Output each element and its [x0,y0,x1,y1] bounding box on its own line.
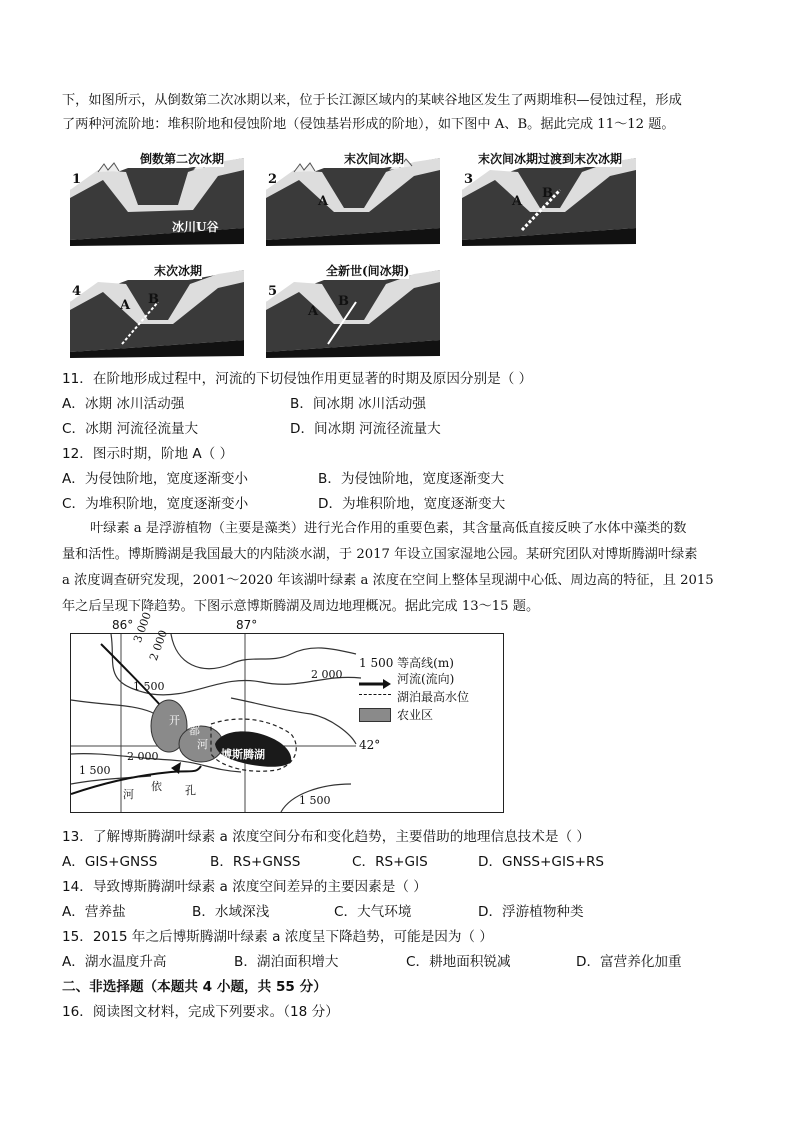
q11-option-d[interactable]: D．间冰期 河流径流量大 [290,421,441,437]
river-char: 孔 [185,784,196,797]
river-char: 都 [189,724,200,737]
legend-contour: 1 500 等高线(m) [359,656,454,670]
intro-line-2: 了两种河流阶地：堆积阶地和侵蚀阶地（侵蚀基岩形成的阶地），如下图中 A、B。据此完成 11～12 题。 [62,117,675,132]
panel-title: 倒数第二次冰期 [140,152,225,166]
longitude-86-label: 86° [112,618,134,632]
section-2-heading: 二、非选择题（本题共 4 小题，共 55 分） [62,979,327,995]
q13-option-b[interactable]: B．RS+GNSS [210,854,301,870]
lake-name: 博斯腾湖 [221,748,265,761]
river-char: 依 [151,780,162,793]
glacier-valley-label: 冰川U谷 [172,220,219,234]
contour-label: 2 000 [127,750,159,763]
contour-label: 1 500 [299,794,331,807]
q15-option-b[interactable]: B．湖泊面积增大 [234,954,339,970]
latitude-42-label: 42° [359,738,381,752]
panel-title: 全新世(间冰期) [326,264,410,278]
q14-stem: 14．导致博斯腾湖叶绿素 a 浓度空间差异的主要因素是（ ） [62,879,427,895]
terrace-panel-2 [264,150,442,246]
q12-option-a[interactable]: A．为侵蚀阶地，宽度逐渐变小 [62,471,249,487]
river-char: 河 [123,788,134,801]
q13-option-c[interactable]: C．RS+GIS [352,854,428,870]
contour-label: 3 000 [131,610,154,645]
contour-label: 2 000 [147,628,170,663]
terrace-panel-1 [68,150,246,246]
panel-number: 3 [464,172,474,187]
q14-option-c[interactable]: C．大气环境 [334,904,412,920]
panel-title: 末次冰期 [154,264,203,278]
contour-label: 1 500 [79,764,111,777]
legend-river: 河流(流向) [397,672,455,686]
terrace-panel-3 [460,150,638,246]
terrace-b-label: B [542,186,553,201]
terrace-b-label: B [148,292,159,307]
terrace-panel-5 [264,262,442,358]
panel-title: 末次间冰期 [344,152,405,166]
q15-stem: 15．2015 年之后博斯腾湖叶绿素 a 浓度呈下降趋势，可能是因为（ ） [62,929,493,945]
passage2-line-4: 年之后呈现下降趋势。下图示意博斯腾湖及周边地理概况。据此完成 13～15 题。 [62,599,540,614]
panel-number: 1 [72,172,82,187]
panel-number: 2 [268,172,278,187]
q14-option-a[interactable]: A．营养盐 [62,904,126,920]
terrace-b-label: B [338,294,349,309]
q12-option-b[interactable]: B．为侵蚀阶地，宽度逐渐变大 [318,471,505,487]
q13-option-d[interactable]: D．GNSS+GIS+RS [478,854,605,870]
terrace-a-label: A [512,194,523,209]
contour-label: 2 000 [311,668,343,681]
q11-option-a[interactable]: A．冰期 冰川活动强 [62,396,185,412]
q12-option-d[interactable]: D．为堆积阶地，宽度逐渐变大 [318,496,506,512]
legend-highwater: 湖泊最高水位 [397,690,470,704]
q11-option-b[interactable]: B．间冰期 冰川活动强 [290,396,426,412]
q14-option-b[interactable]: B．水域深浅 [192,904,270,920]
panel-number: 5 [268,284,278,299]
intro-line-1: 下，如图所示，从倒数第二次冰期以来，位于长江源区域内的某峡谷地区发生了两期堆积—侵蚀过程，形成 [62,93,682,108]
panel-number: 4 [72,284,82,299]
passage2-line-1: 叶绿素 a 是浮游植物（主要是藻类）进行光合作用的重要色素，其含量高低直接反映了水体中藻类的数 [90,521,687,536]
contour-label: 1 500 [133,680,165,693]
q14-option-d[interactable]: D．浮游植物种类 [478,904,584,920]
q16-stem: 16．阅读图文材料，完成下列要求。（18 分） [62,1004,339,1020]
terrace-a-label: A [308,304,319,319]
longitude-87-label: 87° [236,618,258,632]
q12-stem: 12．图示时期，阶地 A（ ） [62,446,234,462]
river-char: 开 [169,714,180,727]
q15-option-a[interactable]: A．湖水温度升高 [62,954,167,970]
legend-farm: 农业区 [397,708,434,722]
terrace-a-label: A [120,298,131,313]
passage2-line-3: a 浓度调查研究发现，2001～2020 年该湖叶绿素 a 浓度在空间上整体呈现湖中心低、周边高的特征，且 2015 [62,573,714,588]
q13-option-a[interactable]: A．GIS+GNSS [62,854,158,870]
q11-stem: 11．在阶地形成过程中，河流的下切侵蚀作用更显著的时期及原因分别是（ ） [62,371,533,387]
map-legend [359,654,499,734]
q15-option-c[interactable]: C．耕地面积锐减 [406,954,511,970]
q13-stem: 13．了解博斯腾湖叶绿素 a 浓度空间分布和变化趋势，主要借助的地理信息技术是（ ） [62,829,590,845]
q11-option-c[interactable]: C．冰期 河流径流量大 [62,421,199,437]
q15-option-d[interactable]: D．富营养化加重 [576,954,682,970]
terrace-panel-4 [68,262,246,358]
river-char: 河 [197,738,208,751]
passage2-line-2: 量和活性。博斯腾湖是我国最大的内陆淡水湖，于 2017 年设立国家湿地公园。某研究团队对博斯腾湖叶绿素 [62,547,698,562]
panel-title: 末次间冰期过渡到末次冰期 [478,152,623,166]
terrace-a-label: A [318,194,329,209]
q12-option-c[interactable]: C．为堆积阶地，宽度逐渐变小 [62,496,249,512]
